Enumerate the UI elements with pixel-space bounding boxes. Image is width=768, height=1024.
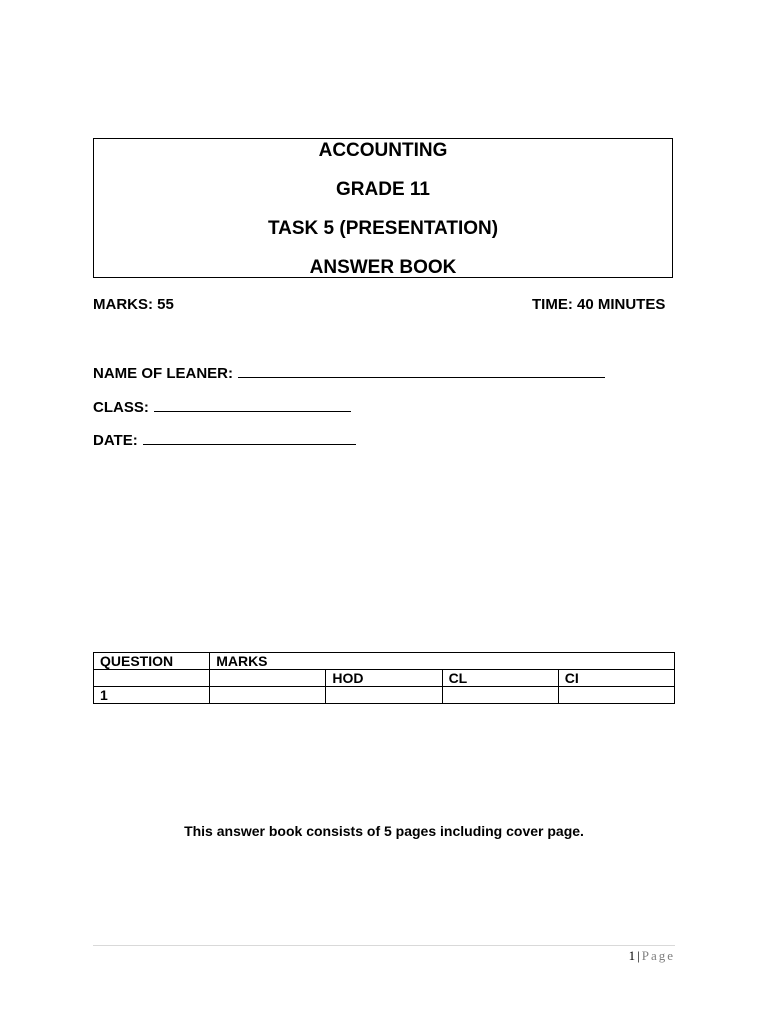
document-type-title: ANSWER BOOK bbox=[309, 257, 457, 278]
class-field bbox=[93, 398, 351, 417]
page-word: Page bbox=[641, 948, 675, 963]
table-header-cell: MARKS bbox=[210, 653, 675, 670]
learner-name-label: NAME OF LEANER: bbox=[93, 365, 233, 382]
page-separator: | bbox=[637, 948, 640, 963]
table-header-cell: CL bbox=[442, 670, 558, 687]
marks-total: MARKS: 55 bbox=[93, 296, 174, 313]
page-count-note: This answer book consists of 5 pages including cover page. bbox=[184, 823, 584, 839]
page-number-footer bbox=[629, 948, 675, 964]
table-cell bbox=[558, 687, 674, 704]
table-cell bbox=[326, 687, 442, 704]
table-cell bbox=[442, 687, 558, 704]
learner-name-field bbox=[93, 364, 605, 383]
marks-table bbox=[93, 652, 675, 704]
date-field bbox=[93, 431, 356, 450]
table-row bbox=[94, 687, 675, 704]
date-label: DATE: bbox=[93, 432, 138, 449]
table-header-cell: QUESTION bbox=[94, 653, 210, 670]
class-label: CLASS: bbox=[93, 399, 149, 416]
class-blank bbox=[154, 398, 351, 412]
time-allowed: TIME: 40 MINUTES bbox=[532, 296, 666, 313]
task-title: TASK 5 (PRESENTATION) bbox=[267, 218, 499, 239]
subject-title: ACCOUNTING bbox=[318, 140, 448, 161]
table-cell bbox=[210, 687, 326, 704]
table-cell bbox=[94, 670, 210, 687]
table-cell bbox=[210, 670, 326, 687]
footer-divider bbox=[93, 945, 675, 946]
table-cell: 1 bbox=[94, 687, 210, 704]
marks-table-header-row bbox=[94, 653, 675, 670]
page-number: 1 bbox=[628, 948, 636, 963]
table-header-cell: HOD bbox=[326, 670, 442, 687]
title-box bbox=[93, 138, 673, 278]
grade-title: GRADE 11 bbox=[336, 179, 430, 200]
marks-table-subheader-row bbox=[94, 670, 675, 687]
table-header-cell: CI bbox=[558, 670, 674, 687]
date-blank bbox=[143, 431, 356, 445]
learner-name-blank bbox=[238, 364, 605, 378]
